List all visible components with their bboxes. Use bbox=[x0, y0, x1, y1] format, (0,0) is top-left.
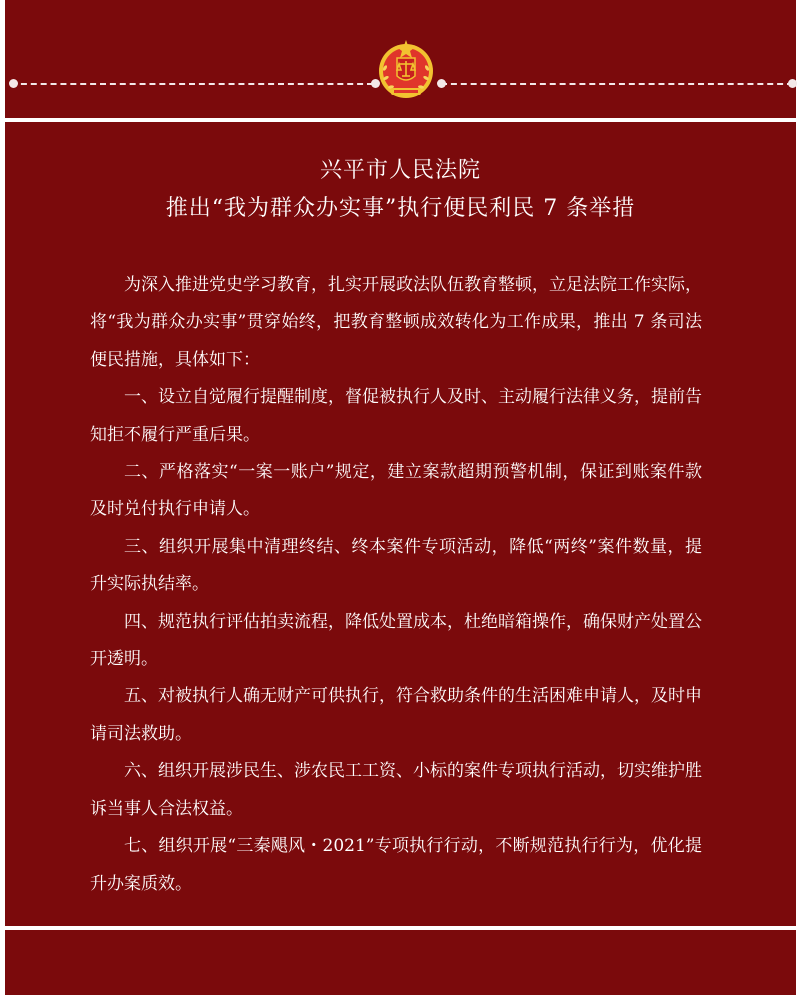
measure-item: 二、严格落实“一案一账户”规定，建立案款超期预警机制，保证到账案件款及时兑付执行申请人。 bbox=[90, 462, 702, 520]
measure-item: 三、组织开展集中清理终结、终本案件专项活动，降低“两终”案件数量，提升实际执结率。 bbox=[90, 536, 702, 595]
article-body bbox=[90, 267, 702, 903]
dashed-divider-right bbox=[441, 83, 793, 85]
divider-dot bbox=[437, 79, 446, 88]
bottom-banner bbox=[5, 930, 796, 995]
org-name: 兴平市人民法院 bbox=[319, 158, 481, 183]
measure-item: 四、规范执行评估拍卖流程，降低处置成本，杜绝暗箱操作，确保财产处置公开透明。 bbox=[90, 611, 702, 670]
measure-item: 七、组织开展“三秦飓风・2021”专项执行行动，不断规范执行行为，优化提升办案质效。 bbox=[90, 836, 702, 894]
title-block bbox=[5, 154, 796, 226]
divider-dot bbox=[788, 79, 797, 88]
page-title: 推出“我为群众办实事”执行便民利民 7 条举措 bbox=[165, 196, 636, 221]
top-banner bbox=[5, 0, 796, 118]
divider-dot bbox=[9, 79, 18, 88]
court-emblem-icon bbox=[377, 38, 435, 100]
dashed-divider-left bbox=[11, 83, 373, 85]
main-panel bbox=[5, 122, 796, 926]
measure-item: 六、组织开展涉民生、涉农民工工资、小标的案件专项执行活动，切实维护胜诉当事人合法权益。 bbox=[90, 761, 702, 819]
intro-paragraph: 为深入推进党史学习教育，扎实开展政法队伍教育整顿，立足法院工作实际，将“我为群众办实事”贯穿始终，把教育整顿成效转化为工作成果，推出 7 条司法便民措施，具体如下： bbox=[90, 275, 702, 370]
measure-item: 一、设立自觉履行提醒制度，督促被执行人及时、主动履行法律义务，提前告知拒不履行严重后果。 bbox=[90, 387, 702, 445]
measure-item: 五、对被执行人确无财产可供执行，符合救助条件的生活困难申请人，及时申请司法救助。 bbox=[90, 686, 702, 744]
